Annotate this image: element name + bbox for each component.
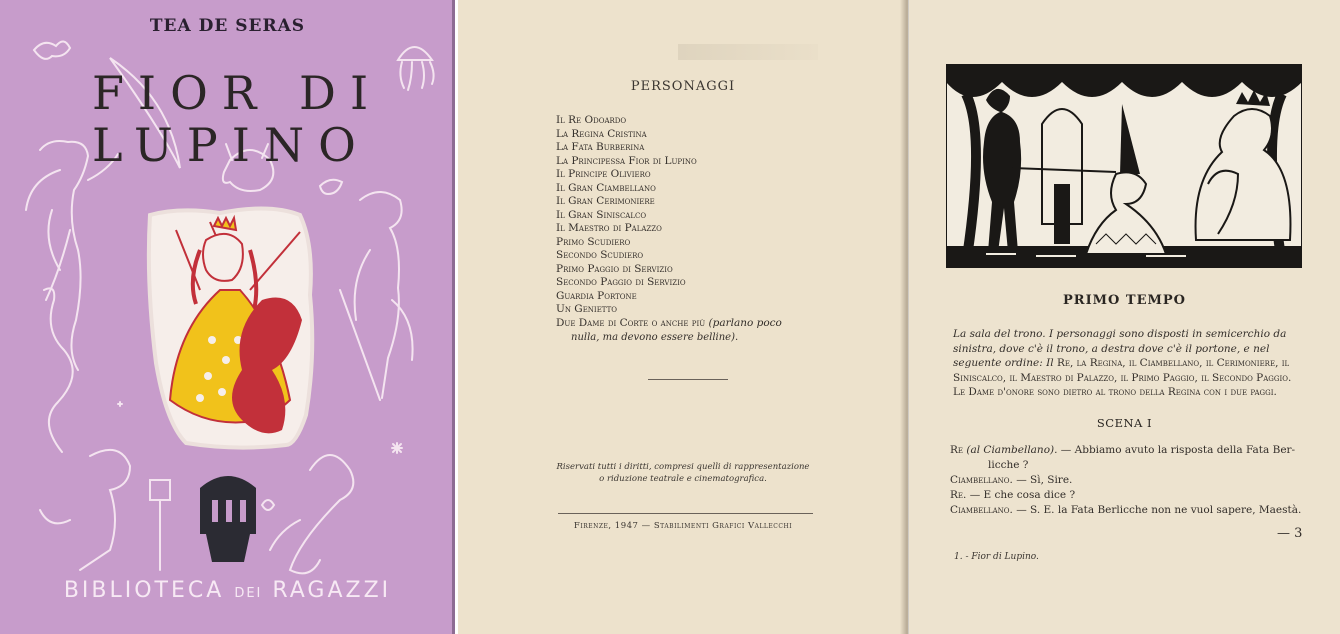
gnome-doodle xyxy=(270,455,353,573)
imprint: Firenze, 1947 — Stabilimenti Grafici Vallecchi xyxy=(573,521,793,531)
divider xyxy=(558,513,813,514)
list-item: La Regina Cristina xyxy=(556,127,647,140)
list-item: Il Re Odoardo xyxy=(556,114,627,126)
text-page xyxy=(909,0,1340,634)
list-item: Secondo Paggio di Servizio xyxy=(556,276,686,288)
list-item: Il Gran Cerimoniere xyxy=(556,195,655,207)
cover-title-line2: LUPINO xyxy=(92,118,370,172)
small-bird-doodle xyxy=(320,180,342,194)
cover-title-line1: FIOR DI xyxy=(92,66,383,120)
axe-doodle xyxy=(150,480,170,570)
characters-heading: PERSONAGGI xyxy=(630,79,736,94)
bird-doodle xyxy=(34,41,70,58)
knight-doodle xyxy=(340,192,413,400)
genie-doodle xyxy=(26,141,118,370)
jellyfish-doodle xyxy=(398,47,434,90)
dialogue-line: Ciambellano. — Sì, Sire. xyxy=(950,474,1073,486)
throne-room-illustration xyxy=(946,64,1302,268)
dialogue-line-continuation: licche ? xyxy=(988,459,1029,471)
dialogue xyxy=(950,443,1310,518)
book-cover xyxy=(0,0,455,634)
dialogue-line: Re (al Ciambellano). — Abbiamo avuto la risposta della Fata Ber- xyxy=(950,444,1296,456)
list-item: Guardia Portone xyxy=(556,289,637,302)
publisher-logo xyxy=(200,476,256,562)
page-footer: 1. - Fior di Lupino. xyxy=(954,552,1039,562)
list-item: Il Maestro di Palazzo xyxy=(556,222,662,234)
list-item: La Principessa Fior di Lupino xyxy=(556,154,697,167)
list-item: La Fata Burberina xyxy=(556,141,645,153)
rights-notice: Riservati tutti i diritti, compresi quelli di rappresentazione o riduzione teatrale e cinematografica. xyxy=(556,462,810,484)
list-item-continuation: nulla, ma devono essere belline). xyxy=(571,332,739,343)
bleed-through xyxy=(678,44,818,60)
snake-doodle xyxy=(44,288,73,452)
list-item: Primo Paggio di Servizio xyxy=(556,262,673,275)
divider xyxy=(648,379,728,380)
cover-series: BIBLIOTECA DEI RAGAZZI xyxy=(63,578,392,603)
dialogue-line: Ciambellano. — S. E. la Fata Berlicche non ne vuol sapere, Maestà. xyxy=(950,504,1302,516)
dialogue-line: Re. — E che cosa dice ? xyxy=(950,489,1076,501)
cover-author: TEA DE SERAS xyxy=(149,16,306,36)
list-item: Il Gran Siniscalco xyxy=(556,208,647,221)
part-title: PRIMO TEMPO xyxy=(1063,293,1186,308)
stage-direction: La sala del trono. I personaggi sono disposti in semicerchio da sinistra, dove c'è il trono, a destra dove c'è il portone, e nel seguente ordine: Il Re, la Regina, il Ciambellano, il Cerimoniere, il Siniscalco, il Maestro di Palazzo, il Primo Paggio, il Secondo Paggio. Le Dame d'onore sono dietro al trono della Regina con i due paggi. xyxy=(953,328,1292,398)
page-number: — 3 xyxy=(1277,526,1303,541)
list-item: Secondo Scudiero xyxy=(556,249,644,261)
list-item: Il Gran Ciambellano xyxy=(556,181,656,194)
lion-doodle xyxy=(40,450,130,570)
characters-page xyxy=(458,0,908,634)
list-item: Primo Scudiero xyxy=(556,235,631,248)
characters-list xyxy=(556,114,782,330)
list-item: Un Genietto xyxy=(556,303,618,315)
list-item: Due Dame di Corte o anche più (parlano poco xyxy=(556,316,782,329)
scene-title: SCENA I xyxy=(1096,416,1153,430)
list-item: Il Principe Oliviero xyxy=(556,168,651,180)
